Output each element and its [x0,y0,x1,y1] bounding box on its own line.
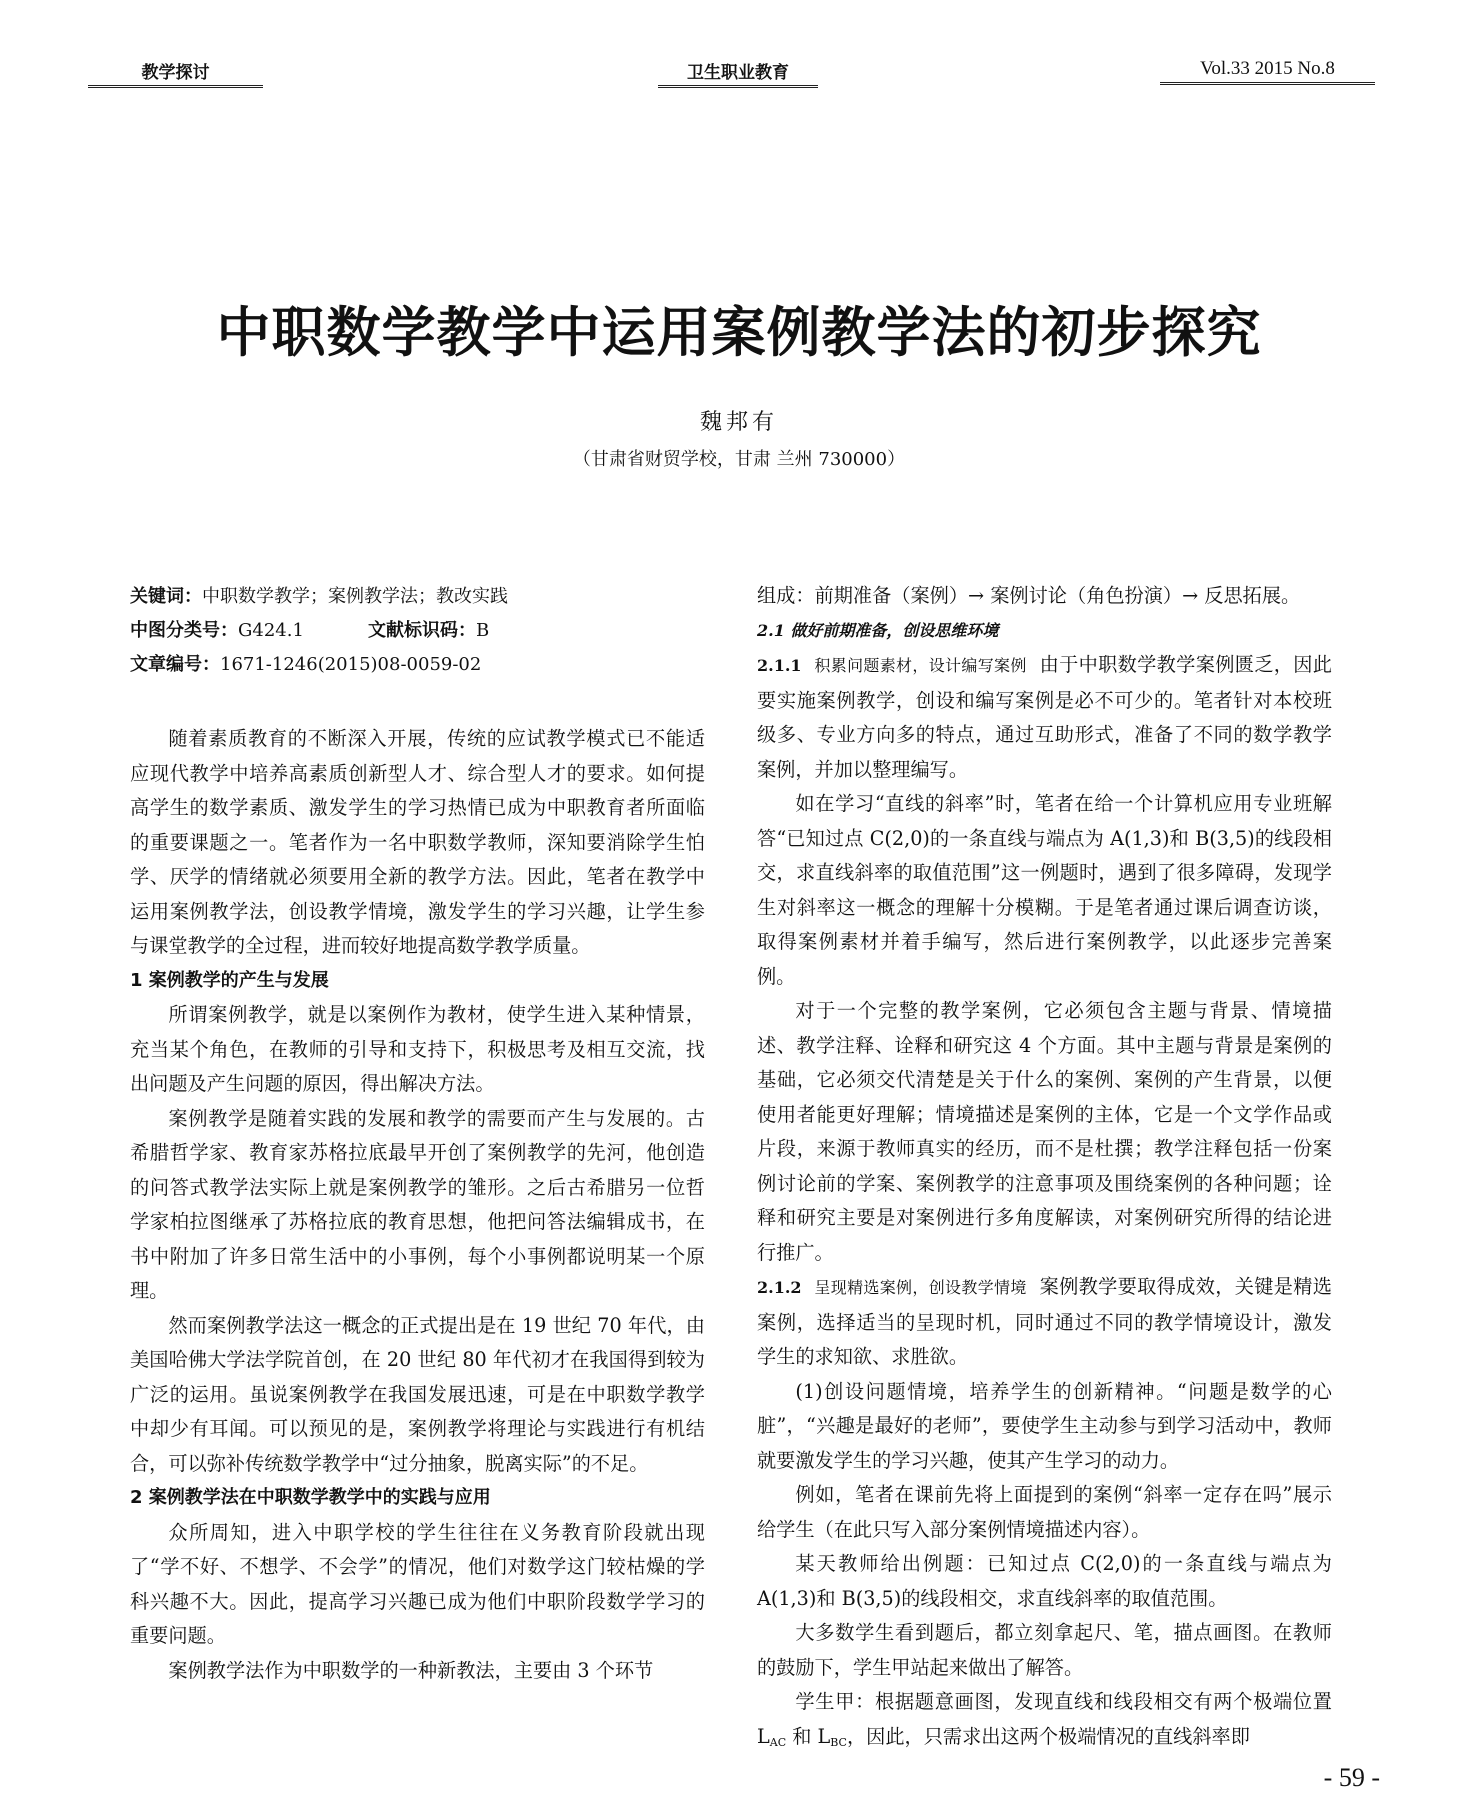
keywords-label: 关键词： [130,586,202,607]
keywords-value: 中职数学教学；案例教学法；教改实践 [202,586,508,607]
paragraph: 对于一个完整的教学案例，它必须包含主题与背景、情境描述、教学注释、诠释和研究这 4 个方面。其中主题与背景是案例的基础，它必须交代清楚是关于什么的案例、案例的产生背景，以便使用者能更好理解；情境描述是案例的主体，它是一个文学作品或片段，来源于教师真实的经历，而不是杜撰；教学注释包括一份案例讨论前的学案、案例教学的注意事项及围绕案例的各种问题；诠释和研究主要是对案例进行多角度解读，对案例研究所得的结论进行推广。 [757,999,1332,1264]
paragraph-2-1-1 [757,648,1332,787]
section-heading-2: 2 案例教学法在中职数学教学中的实践与应用 [130,1487,491,1508]
paragraph: 然而案例教学法这一概念的正式提出是在 19 世纪 70 年代，由美国哈佛大学法学院首创，在 20 世纪 80 年代初才在我国得到较为广泛的运用。虽说案例教学在我国发展迅速，可是在中职数学教学中却少有耳闻。可以预见的是，案例教学将理论与实践进行有机结合，可以弥补传统数学教学中“过分抽象，脱离实际”的不足。 [130,1313,705,1475]
paragraph-text: 和 L [786,1724,831,1748]
page-number: - 59 - [1323,1763,1380,1792]
paragraph-2-1-2 [757,1270,1332,1375]
paragraph: 案例教学是随着实践的发展和教学的需要而产生与发展的。古希腊哲学家、教育家苏格拉底最早开创了案例教学的先河，他创造的问答式教学法实际上就是案例教学的雏形。之后古希腊另一位哲学家柏拉图继承了苏格拉底的教育思想，他把问答法编辑成书，在书中附加了许多日常生活中的小事例，每个小事例都说明某一个原理。 [130,1106,705,1302]
paragraph: (1)创设问题情境，培养学生的创新精神。“问题是数学的心脏”，“兴趣是最好的老师”，要使学生主动参与到学习活动中，教师就要激发学生的学习兴趣，使其产生学习的动力。 [757,1379,1332,1472]
paragraph-text: 学生甲：根据题意画图，发现直线和线段相交有两个极端位置 L [757,1690,1332,1748]
article-number-line [130,648,508,682]
paragraph: 例如，笔者在课前先将上面提到的案例“斜率一定存在吗”展示给学生（在此只写入部分案例情境描述内容）。 [757,1483,1332,1541]
keywords-line [130,580,508,614]
subscript: BC [830,1735,847,1749]
doc-code-value: B [476,620,490,641]
running-header-section: 教学探讨 [88,58,263,88]
paragraph-text: 由于中职数学教学案例匮乏，因此要实施案例教学，创设和编写案例是必不可少的。笔者针对本校班级多、专业方向多的特点，通过互助形式，准备了不同的数学教学案例，并加以整理编写。 [757,653,1332,781]
subsection-heading-2-1: 2.1 做好前期准备，创设思维环境 [757,620,999,640]
section-heading-1: 1 案例教学的产生与发展 [130,969,329,991]
article-metadata [130,580,508,682]
paragraph: 众所周知，进入中职学校的学生往往在义务教育阶段就出现了“学不好、不想学、不会学”的情况，他们对数学这门较枯燥的学科兴趣不大。因此，提高学习兴趣已成为他们中职阶段数学学习的重要问题。 [130,1520,705,1647]
article-author: 魏邦有 [699,410,778,435]
paragraph: 组成：前期准备（案例）→ 案例讨论（角色扮演）→ 反思拓展。 [757,584,1301,607]
paragraph: 大多数学生看到题后，都立刻拿起尺、笔，描点画图。在教师的鼓励下，学生甲站起来做出了解答。 [757,1621,1332,1679]
clc-label: 中图分类号： [130,620,238,641]
paragraph: 案例教学法作为中职数学的一种新教法，主要由 3 个环节 [168,1658,654,1682]
paragraph-text: 案例教学要取得成效，关键是精选案例，选择适当的呈现时机，同时通过不同的教学情境设计，激发学生的求知欲、求胜欲。 [757,1275,1332,1368]
running-header-volume: Vol.33 2015 No.8 [1160,58,1375,85]
paragraph: 所谓案例教学，就是以案例作为教材，使学生进入某种情景，充当某个角色，在教师的引导和支持下，积极思考及相互交流，找出问题及产生问题的原因，得出解决方法。 [130,1003,705,1095]
paragraph-text: ，因此，只需求出这两个极端情况的直线斜率即 [846,1724,1250,1748]
clc-value: G424.1 [238,620,304,641]
article-no-label: 文章编号： [130,654,220,675]
subsection-title: 积累问题素材，设计编写案例 [814,656,1027,675]
paragraph [757,1685,1332,1760]
paragraph: 如在学习“直线的斜率”时，笔者在给一个计算机应用专业班解答“已知过点 C(2,0)的一条直线与端点为 A(1,3)和 B(3,5)的线段相交，求直线斜率的取值范围”这一例题时，遇到了很多障碍，发现学生对斜率这一概念的理解十分模糊。于是笔者通过课后调查访谈，取得案例素材并着手编写，然后进行案例教学，以此逐步完善案例。 [757,792,1332,988]
subsection-number: 2.1.1 [757,656,802,675]
subsection-number: 2.1.2 [757,1278,802,1297]
subscript: AC [769,1735,787,1749]
article-title: 中职数学教学中运用案例教学法的初步探究 [216,300,1262,364]
right-column [757,579,1332,1760]
subsection-title: 呈现精选案例，创设教学情境 [814,1278,1027,1297]
article-no-value: 1671-1246(2015)08-0059-02 [220,654,482,675]
doc-code-label: 文献标识码： [368,620,476,641]
classification-line [130,614,508,648]
paragraph: 某天教师给出例题：已知过点 C(2,0)的一条直线与端点为 A(1,3)和 B(3,5)的线段相交，求直线斜率的取值范围。 [757,1552,1332,1610]
paragraph: 随着素质教育的不断深入开展，传统的应试教学模式已不能适应现代教学中培养高素质创新型人才、综合型人才的要求。如何提高学生的数学素质、激发学生的学习热情已成为中职教育者所面临的重要课题之一。笔者作为一名中职数学教师，深知要消除学生怕学、厌学的情绪就必须要用全新的教学方法。因此，笔者在教学中运用案例教学法，创设教学情境，激发学生的学习兴趣，让学生参与课堂教学的全过程，进而较好地提高数学教学质量。 [130,727,705,957]
author-affiliation: （甘肃省财贸学校，甘肃 兰州 730000） [572,449,906,470]
left-column [130,722,705,1688]
running-header-journal: 卫生职业教育 [658,58,818,88]
